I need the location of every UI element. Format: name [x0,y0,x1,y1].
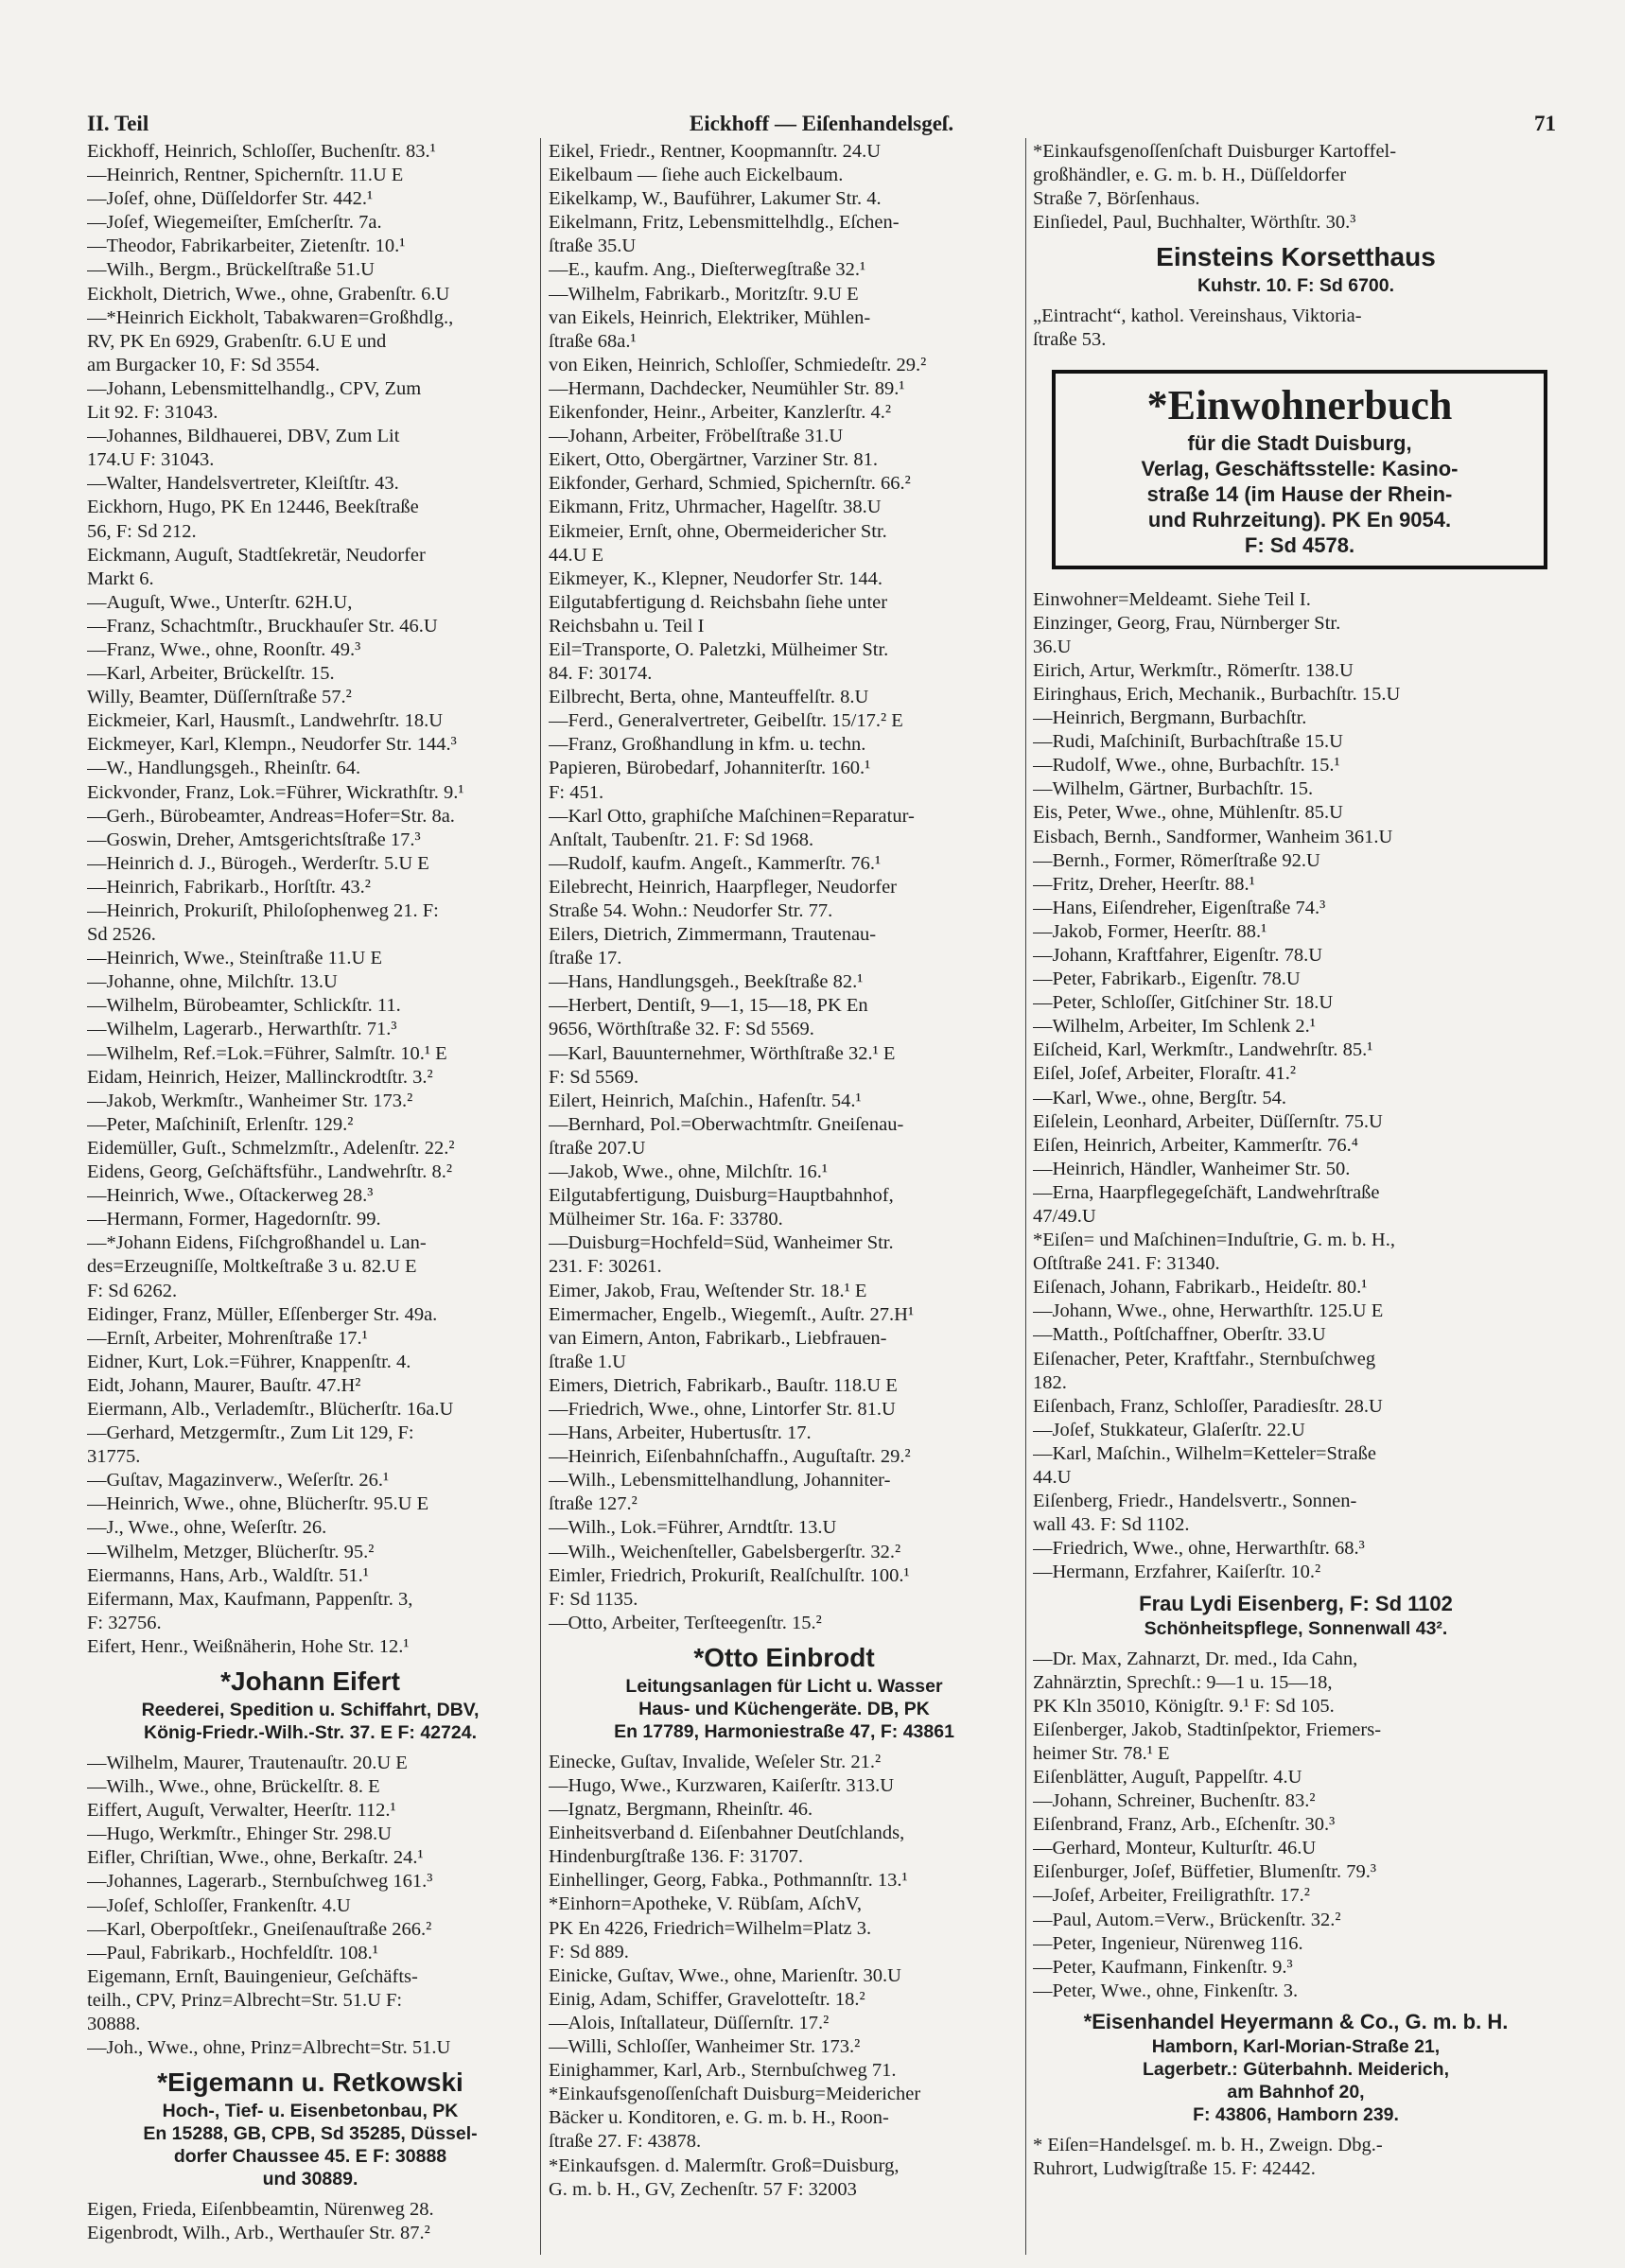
directory-entry-line: Hindenburgſtraße 136. F: 31707. [549,1846,803,1868]
part-label: II. Teil [87,112,149,135]
directory-entry-line: Eikenfonder, Heinr., Arbeiter, Kanzlerſtr. 4.² [549,402,891,424]
directory-entry-line: Eikmann, Fritz, Uhrmacher, Hagelſtr. 38.U [549,497,882,518]
directory-entry-line: —Rudolf, Wwe., ohne, Burbachſtr. 15.¹ [1033,755,1340,776]
directory-entry-line: Einhellinger, Georg, Fabka., Pothmannſtr. 13.¹ [549,1870,908,1892]
advertisement-title: *Einwohnerbuch [1146,381,1453,428]
directory-entry-line: ſtraße 35.U [549,236,637,257]
directory-entry-line: —Hugo, Wwe., Kurzwaren, Kaiſerſtr. 313.U [549,1775,895,1796]
directory-entry-line: Anſtalt, Taubenſtr. 21. F: Sd 1968. [549,829,814,850]
directory-entry-line: —W., Handlungsgeh., Rheinſtr. 64. [87,758,361,779]
directory-entry-line: Eiermanns, Hans, Arb., Waldſtr. 51.¹ [87,1564,369,1586]
directory-entry-line: Eikert, Otto, Obergärtner, Varziner Str. 81. [549,449,878,471]
directory-entry-line: Eilgutabfertigung, Duisburg=Hauptbahnhof, [549,1185,894,1207]
directory-entry-line: Einheitsverband d. Eiſenbahner Deutſchlands, [549,1823,905,1844]
directory-entry-line: Eilgutabfertigung d. Reichsbahn ſiehe unter [549,591,888,613]
advertisement [1052,370,1547,569]
directory-entry-line: 31775. [87,1446,141,1468]
column-divider [540,138,541,2255]
directory-entry-line: ſtraße 68a.¹ [549,330,637,352]
directory-entry-line: „Eintracht“, kathol. Vereinshaus, Viktoria- [1033,305,1362,327]
directory-entry-line: —Goswin, Dreher, Amtsgerichtsſtraße 17.³ [87,829,421,850]
advertisement-line: und Ruhrzeitung). PK En 9054. [1147,507,1452,532]
directory-entry-line: Eilers, Dietrich, Zimmermann, Trautenau- [549,924,877,946]
directory-entry-line: Eimler, Friedrich, Prokuriſt, Realſchulſtr. 100.¹ [549,1564,910,1586]
directory-entry-line: —Franz, Wwe., ohne, Roonſtr. 49.³ [87,638,361,660]
advertisement [87,1665,533,1744]
directory-entry-line: ſtraße 207.U [549,1137,646,1159]
directory-entry-line: —Wilh., Wwe., ohne, Brückelſtr. 8. E [87,1776,380,1798]
directory-entry-line: *Einkaufsgenoſſenſchaft Duisburger Kartoffel- [1033,141,1397,162]
directory-entry-line: —Joh., Wwe., ohne, Prinz=Albrecht=Str. 51.U [87,2037,451,2059]
directory-entry-line: —Friedrich, Wwe., ohne, Herwarthſtr. 68.³ [1033,1538,1365,1560]
directory-entry-line: —Wilh., Lok.=Führer, Arndtſtr. 13.U [549,1517,837,1539]
directory-entry-line: ſtraße 1.U [549,1351,626,1372]
directory-entry-line: —Johann, Wwe., ohne, Herwarthſtr. 125.U E [1033,1300,1384,1322]
directory-entry-line: —E., kaufm. Ang., Dieſterwegſtraße 32.¹ [549,259,866,281]
directory-entry-line: —Johann, Arbeiter, Fröbelſtraße 31.U [549,426,844,447]
directory-column-1 [87,140,533,2245]
directory-entry-line: Eimermacher, Engelb., Wiegemſt., Auſtr. 27.H¹ [549,1303,915,1325]
directory-entry-line: —Rudi, Maſchiniſt, Burbachſtraße 15.U [1033,731,1343,753]
directory-entry-line: —Wilhelm, Arbeiter, Im Schlenk 2.¹ [1033,1016,1316,1038]
directory-entry-line: Eikfonder, Gerhard, Schmied, Spichernſtr. 66.² [549,473,911,495]
directory-entry-line: Eiſelein, Leonhard, Arbeiter, Düſſernſtr. 75.U [1033,1110,1383,1132]
directory-entry-line: —Dr. Max, Zahnarzt, Dr. med., Ida Cahn, [1033,1648,1358,1669]
directory-entry-line: Eidt, Johann, Maurer, Bauſtr. 47.H² [87,1374,361,1396]
directory-entry-line: großhändler, e. G. m. b. H., Düſſeldorfer [1033,165,1347,186]
directory-entry-line: —Heinrich, Wwe., ohne, Blücherſtr. 95.U E [87,1493,429,1515]
directory-entry-line: Straße 54. Wohn.: Neudorfer Str. 77. [549,900,833,921]
directory-entry-line: Eiſenberg, Friedr., Handelsvertr., Sonnen- [1033,1491,1357,1512]
directory-entry-line: —Hans, Arbeiter, Hubertusſtr. 17. [549,1422,812,1444]
directory-entry-line: Zahnärztin, Sprechſt.: 9—1 u. 15—18, [1033,1671,1333,1693]
directory-entry-line: Oſtſtraße 241. F: 31340. [1033,1253,1220,1275]
directory-entry-line: Eisbach, Bernh., Sandformer, Wanheim 361.U [1033,826,1393,847]
directory-column-2 [549,140,1020,2202]
directory-entry-line: Eilebrecht, Heinrich, Haarpfleger, Neudorfer [549,876,897,898]
directory-entry-line: Eikmeier, Ernſt, ohne, Obermeidericher Str. [549,520,887,542]
directory-entry-line: —Joſef, ohne, Düſſeldorfer Str. 442.¹ [87,188,374,210]
directory-entry-line: —Karl, Wwe., ohne, Bergſtr. 54. [1033,1087,1286,1108]
directory-entry-line: 47/49.U [1033,1206,1096,1227]
directory-entry-line: 36.U [1033,636,1072,657]
directory-entry-line: Eifler, Chriſtian, Wwe., ohne, Berkaſtr. 24.¹ [87,1847,424,1869]
directory-entry-line: —Johannes, Lagerarb., Sternbuſchweg 161.³ [87,1871,433,1893]
directory-entry-line: Eigemann, Ernſt, Bauingenieur, Geſchäfts- [87,1965,418,1987]
directory-entry-line: —Hans, Eiſendreher, Eigenſtraße 74.³ [1033,897,1326,918]
advertisement-line: König-Friedr.-Wilh.-Str. 37. E F: 42724. [144,1722,477,1743]
directory-entry-line: Eiſenbach, Franz, Schloſſer, Paradiesſtr. 28.U [1033,1395,1383,1417]
directory-entry-line: —Otto, Arbeiter, Terſteegenſtr. 15.² [549,1612,822,1633]
directory-entry-line: Eidinger, Franz, Müller, Eſſenberger Str. 49a. [87,1303,438,1325]
directory-entry-line: Einig, Adam, Schiffer, Gravelotteſtr. 18.² [549,1988,865,2010]
advertisement-line: Hoch-, Tief- u. Eisenbetonbau, PK [162,2101,459,2122]
directory-entry-line: Eilert, Heinrich, Maſchin., Hafenſtr. 54.¹ [549,1090,862,1111]
directory-entry-line: —Hans, Handlungsgeh., Beekſtraße 82.¹ [549,971,864,993]
directory-entry-line: Eikelmann, Fritz, Lebensmittelhdlg., Eſchen- [549,212,900,234]
advertisement-line: Reederei, Spedition u. Schiffahrt, DBV, [141,1700,480,1720]
directory-entry-line: Eickmeier, Karl, Hausmſt., Landwehrſtr. 18.U [87,710,444,732]
directory-entry-line: ſtraße 27. F: 43878. [549,2131,702,2153]
directory-entry-line: —Willi, Schloſſer, Wanheimer Str. 173.² [549,2036,861,2058]
directory-entry-line: —Theodor, Fabrikarbeiter, Zietenſtr. 10.¹ [87,236,406,257]
running-title: Eickhoff — Eiſenhandelsgeſ. [689,112,954,135]
advertisement-line: dorfer Chaussee 45. E F: 30888 [173,2146,447,2168]
directory-entry-line: Markt 6. [87,567,154,589]
directory-entry-line: Eirich, Artur, Werkmſtr., Römerſtr. 138.U [1033,659,1354,681]
directory-entry-line: 84. F: 30174. [549,663,653,685]
directory-entry-line: —Jakob, Former, Heerſtr. 88.¹ [1033,920,1267,942]
directory-entry-line: —Hermann, Dachdecker, Neumühler Str. 89.¹ [549,377,905,399]
directory-entry-line: —Karl, Oberpoſtſekr., Gneiſenauſtraße 266.² [87,1918,432,1940]
directory-entry-line: am Burgacker 10, F: Sd 3554. [87,354,321,375]
directory-entry-line: Eiffert, Auguſt, Verwalter, Heerſtr. 112.¹ [87,1800,396,1822]
directory-entry-line: 30888. [87,2014,141,2035]
directory-entry-line: —Johann, Kraftfahrer, Eigenſtr. 78.U [1033,944,1323,966]
directory-entry-line: —Jakob, Werkmſtr., Wanheimer Str. 173.² [87,1090,413,1111]
directory-entry-line: —Ernſt, Arbeiter, Mohrenſtraße 17.¹ [87,1327,368,1349]
directory-entry-line: —Karl, Bauunternehmer, Wörthſtraße 32.¹ E [549,1042,896,1064]
directory-entry-line: Eidner, Kurt, Lok.=Führer, Knappenſtr. 4. [87,1351,411,1372]
directory-entry-line: —Ferd., Generalvertreter, Geibelſtr. 15/17.² E [549,710,903,732]
directory-entry-line: —Heinrich, Prokuriſt, Philoſophenweg 21. F: [87,900,439,921]
directory-entry-line: Eifermann, Max, Kaufmann, Pappenſtr. 3, [87,1588,413,1610]
directory-entry-line: van Eikels, Heinrich, Elektriker, Mühlen- [549,306,871,328]
directory-entry-line: —Joſef, Arbeiter, Freiligrathſtr. 17.² [1033,1885,1310,1907]
directory-entry-line: Einzinger, Georg, Frau, Nürnberger Str. [1033,612,1341,634]
directory-entry-line: —Peter, Ingenieur, Nürenweg 116. [1033,1932,1303,1954]
directory-entry-line: —Karl, Maſchin., Wilhelm=Ketteler=Straße [1033,1442,1376,1464]
directory-entry-line: —Johannes, Bildhauerei, DBV, Zum Lit [87,426,400,447]
directory-entry-line: 44.U [1033,1467,1072,1489]
directory-entry-line: Einwohner=Meldeamt. Siehe Teil I. [1033,588,1311,610]
directory-entry-line: ſtraße 127.² [549,1493,638,1515]
directory-entry-line: —Wilhelm, Metzger, Blücherſtr. 95.² [87,1541,375,1562]
directory-entry-line: Straße 7, Börſenhaus. [1033,188,1200,210]
directory-entry-line: —Jakob, Wwe., ohne, Milchſtr. 16.¹ [549,1161,829,1183]
directory-entry-line: 174.U F: 31043. [87,449,215,471]
directory-entry-line: Eiringhaus, Erich, Mechanik., Burbachſtr. 15.U [1033,683,1401,705]
directory-entry-line: Eickhoff, Heinrich, Schloſſer, Buchenſtr. 83.¹ [87,141,436,162]
advertisement-line: F: Sd 4578. [1244,532,1355,557]
directory-entry-line: Einicke, Guſtav, Wwe., ohne, Marienſtr. 30.U [549,1964,901,1986]
directory-entry-line: PK En 4226, Friedrich=Wilhelm=Platz 3. [549,1917,872,1939]
advertisement [1033,2009,1559,2126]
directory-entry-line: *Einhorn=Apotheke, V. Rübſam, AſchV, [549,1893,863,1915]
column-divider [1025,138,1026,2255]
directory-entry-line: —Wilhelm, Ref.=Lok.=Führer, Salmſtr. 10.¹ E [87,1042,447,1064]
advertisement [1033,1591,1559,1640]
directory-entry-line: Ruhrort, Ludwigſtraße 15. F: 42442. [1033,2158,1316,2179]
directory-entry-line: —Peter, Kaufmann, Finkenſtr. 9.³ [1033,1956,1293,1978]
directory-entry-line: —Hugo, Werkmſtr., Ehinger Str. 298.U [87,1823,392,1845]
advertisement-line: En 15288, GB, CPB, Sd 35285, Düssel- [143,2123,478,2145]
directory-entry-line: Eiſenacher, Peter, Kraftfahr., Sternbuſchweg [1033,1348,1376,1370]
directory-entry-line: Bäcker u. Konditoren, e. G. m. b. H., Roon- [549,2107,889,2129]
directory-entry-line: Eickvonder, Franz, Lok.=Führer, Wickrathſtr. 9.¹ [87,781,464,803]
directory-entry-line: Eiſenberger, Jakob, Stadtinſpektor, Friemers- [1033,1718,1382,1740]
advertisement-line: Haus- und Küchengeräte. DB, PK [638,1698,930,1719]
directory-entry-line: Eimer, Jakob, Frau, Weſtender Str. 18.¹ E [549,1280,867,1301]
advertisement-title: *Eisenhandel Heyermann & Co., G. m. b. H. [1083,2009,1509,2033]
directory-entry-line: —Herbert, Dentiſt, 9—1, 15—18, PK En [549,995,868,1017]
directory-entry-line: Sd 2526. [87,924,156,946]
directory-entry-line: PK Kln 35010, Königſtr. 9.¹ F: Sd 105. [1033,1695,1335,1717]
directory-entry-line: 182. [1033,1371,1067,1393]
directory-entry-line: —Wilh., Weichenſteller, Gabelsbergerſtr. 32.² [549,1541,901,1562]
directory-entry-line: —Heinrich, Eiſenbahnſchaffn., Auguſtaſtr. 29.² [549,1446,911,1468]
directory-entry-line: —Hermann, Former, Hagedornſtr. 99. [87,1209,381,1230]
directory-entry-line: —Franz, Großhandlung in kfm. u. techn. [549,734,866,756]
advertisement-line: Leitungsanlagen für Licht u. Wasser [625,1675,943,1697]
directory-entry-line: —Johann, Lebensmittelhandlg., CPV, Zum [87,377,422,399]
directory-entry-line: F: 451. [549,781,604,803]
directory-entry-line: —Ignatz, Bergmann, Rheinſtr. 46. [549,1799,813,1821]
directory-entry-line: ſtraße 53. [1033,329,1107,351]
directory-entry-line: —Wilhelm, Fabrikarb., Moritzſtr. 9.U E [549,283,859,305]
directory-entry-line: —Wilh., Lebensmittelhandlung, Johanniter- [549,1470,891,1492]
directory-entry-line: van Eimern, Anton, Fabrikarb., Liebfrauen- [549,1327,887,1349]
directory-entry-line: Lit 92. F: 31043. [87,402,218,424]
directory-entry-line: 9656, Wörthſtraße 32. F: Sd 5569. [549,1019,814,1040]
advertisement-line: Lagerbetr.: Güterbahnh. Meiderich, [1143,2058,1449,2080]
directory-entry-line: Eiſel, Joſef, Arbeiter, Floraſtr. 41.² [1033,1063,1297,1085]
directory-entry-line: —Matth., Poſtſchaffner, Oberſtr. 33.U [1033,1324,1326,1346]
directory-entry-line: Eiſenburger, Joſef, Büffetier, Blumenſtr. 79.³ [1033,1861,1376,1883]
directory-entry-line: Eiſenach, Johann, Fabrikarb., Heideſtr. 80.¹ [1033,1277,1368,1299]
directory-entry-line: —Fritz, Dreher, Heerſtr. 88.¹ [1033,873,1255,895]
directory-entry-line: —Peter, Maſchiniſt, Erlenſtr. 129.² [87,1113,354,1135]
directory-entry-line: Eidens, Georg, Geſchäftsführ., Landwehrſtr. 8.² [87,1161,453,1183]
directory-entry-line: 56, F: Sd 212. [87,520,197,542]
directory-entry-line: —Gerhard, Monteur, Kulturſtr. 46.U [1033,1838,1317,1859]
directory-entry-line: —Peter, Schloſſer, Gitſchiner Str. 18.U [1033,992,1334,1014]
directory-entry-line: Eiſenblätter, Auguſt, Pappelſtr. 4.U [1033,1766,1302,1788]
directory-entry-line: Eikelkamp, W., Bauführer, Lakumer Str. 4. [549,188,882,210]
directory-entry-line: Eiermann, Alb., Verlademſtr., Blücherſtr. 16a.U [87,1398,454,1420]
advertisement-title: *Eigemann u. Retkowski [157,2067,463,2098]
directory-entry-line: von Eiken, Heinrich, Schloſſer, Schmiedeſtr. 29.² [549,354,927,375]
directory-entry-line: Willy, Beamter, Düſſernſtraße 57.² [87,687,352,708]
directory-entry-line: —Wilhelm, Maurer, Trautenauſtr. 20.U E [87,1753,408,1773]
directory-entry-line: * Eiſen=Handelsgeſ. m. b. H., Zweign. Dbg.- [1033,2134,1383,2155]
directory-entry-line: —Walter, Handelsvertreter, Kleiſtſtr. 43. [87,473,399,495]
advertisement-line: für die Stadt Duisburg, [1187,430,1412,455]
advertisement-line: F: 43806, Hamborn 239. [1193,2103,1399,2125]
directory-entry-line: —Heinrich, Fabrikarb., Horſtſtr. 43.² [87,876,371,898]
directory-entry-line: —Peter, Fabrikarb., Eigenſtr. 78.U [1033,968,1301,990]
directory-entry-line: F: Sd 1135. [549,1588,638,1610]
advertisement-line: Schönheitspflege, Sonnenwall 43². [1144,1617,1448,1639]
directory-entry-line: —Franz, Schachtmſtr., Bruckhauſer Str. 46.U [87,615,438,637]
advertisement [87,2066,533,2190]
directory-entry-line: —Paul, Fabrikarb., Hochfeldſtr. 108.¹ [87,1942,378,1963]
directory-entry-line: F: Sd 889. [549,1941,629,1963]
directory-entry-line: Eigen, Frieda, Eiſenbbeamtin, Nürenweg 28. [87,2199,434,2221]
directory-entry-line: Eifert, Henr., Weißnäherin, Hohe Str. 12.¹ [87,1635,410,1657]
directory-entry-line: Eis, Peter, Wwe., ohne, Mühlenſtr. 85.U [1033,802,1343,824]
directory-entry-line: F: Sd 5569. [549,1066,639,1088]
directory-entry-line: *Eiſen= und Maſchinen=Induſtrie, G. m. b. H., [1033,1230,1395,1251]
directory-entry-line: —Gerhard, Metzgermſtr., Zum Lit 129, F: [87,1422,414,1444]
directory-entry-line: —*Johann Eidens, Fiſchgroßhandel u. Lan- [87,1232,427,1254]
directory-entry-line: Eiſcheid, Karl, Werkmſtr., Landwehrſtr. 85.¹ [1033,1039,1373,1061]
directory-entry-line: 44.U E [549,544,604,566]
directory-entry-line: —Heinrich, Rentner, Spichernſtr. 11.U E [87,165,404,186]
directory-entry-line: F: 32756. [87,1612,162,1633]
directory-entry-line: —Heinrich, Händler, Wanheimer Str. 50. [1033,1158,1351,1179]
directory-entry-line: —Joſef, Stukkateur, Glaſerſtr. 22.U [1033,1419,1305,1440]
directory-entry-line: Eiſenbrand, Franz, Arb., Eſchenſtr. 30.³ [1033,1814,1336,1836]
directory-entry-line: Eikelbaum — ſiehe auch Eickelbaum. [549,165,844,186]
directory-entry-line: Eickmeyer, Karl, Klempn., Neudorfer Str. 144.³ [87,734,457,756]
directory-entry-line: —Heinrich d. J., Bürogeh., Werderſtr. 5.U E [87,852,429,874]
directory-entry-line: —Wilhelm, Bürobeamter, Schlickſtr. 11. [87,995,401,1017]
advertisement [549,1641,1020,1743]
directory-entry-line: —Joſef, Schloſſer, Frankenſtr. 4.U [87,1894,351,1916]
directory-entry-line: wall 43. F: Sd 1102. [1033,1514,1190,1536]
advertisement-line: am Bahnhof 20, [1227,2081,1365,2102]
directory-entry-line: ſtraße 17. [549,948,622,969]
directory-entry-line: Eikel, Friedr., Rentner, Koopmannſtr. 24.U [549,141,882,162]
advertisement-title: Frau Lydi Eisenberg, F: Sd 1102 [1139,1591,1453,1615]
directory-entry-line: —Johann, Schreiner, Buchenſtr. 83.² [1033,1790,1316,1812]
directory-entry-line: 231. F: 30261. [549,1256,662,1278]
directory-entry-line: Eidemüller, Guſt., Schmelzmſtr., Adelenſtr. 22.² [87,1137,455,1159]
directory-entry-line: Einighammer, Karl, Arb., Sternbuſchweg 71. [549,2060,897,2082]
advertisement-line: Hamborn, Karl-Morian-Straße 21, [1151,2035,1441,2057]
directory-entry-line: Eigenbrodt, Wilh., Arb., Werthauſer Str. 87.² [87,2223,430,2244]
directory-entry-line: —Hermann, Erzfahrer, Kaiſerſtr. 10.² [1033,1561,1321,1583]
directory-entry-line: —Wilh., Bergm., Brückelſtraße 51.U [87,259,375,281]
directory-entry-line: —Wilhelm, Lagerarb., Herwarthſtr. 71.³ [87,1019,397,1040]
directory-entry-line: —Bernh., Former, Römerſtraße 92.U [1033,849,1320,871]
directory-entry-line: Eidam, Heinrich, Heizer, Mallinckrodtſtr. 3.² [87,1066,433,1088]
advertisement-title: Einsteins Korsetthaus [1156,242,1436,272]
advertisement-line: En 17789, Harmoniestraße 47, F: 43861 [614,1720,954,1742]
directory-entry-line: —Joſef, Wiegemeiſter, Emſcherſtr. 7a. [87,212,382,234]
directory-entry-line: —Karl, Arbeiter, Brückelſtr. 15. [87,663,335,685]
advertisement-line: und 30889. [262,2169,358,2190]
advertisement-title: *Johann Eifert [220,1666,400,1696]
directory-entry-line: —Friedrich, Wwe., ohne, Lintorfer Str. 81.U [549,1398,896,1420]
directory-entry-line: heimer Str. 78.¹ E [1033,1742,1170,1764]
directory-entry-line: Eickmann, Auguſt, Stadtſekretär, Neudorfer [87,544,426,566]
directory-entry-line: Eil=Transporte, O. Paletzki, Mülheimer Str. [549,638,889,660]
directory-entry-line: Eickhorn, Hugo, PK En 12446, Beekſtraße [87,497,419,518]
directory-entry-line: —Guſtav, Magazinverw., Weſerſtr. 26.¹ [87,1470,390,1492]
directory-entry-line: —J., Wwe., ohne, Weſerſtr. 26. [87,1517,327,1539]
directory-entry-line: Mülheimer Str. 16a. F: 33780. [549,1209,783,1230]
page-number: 71 [1534,112,1556,135]
directory-entry-line: —*Heinrich Eickholt, Tabakwaren=Großhdlg., [87,306,454,328]
directory-entry-line: Eickholt, Dietrich, Wwe., ohne, Grabenſtr. 6.U [87,283,450,305]
directory-entry-line: RV, PK En 6929, Grabenſtr. 6.U E und [87,330,387,352]
directory-entry-line: —Wilhelm, Gärtner, Burbachſtr. 15. [1033,778,1314,800]
directory-entry-line: —Auguſt, Wwe., Unterſtr. 62H.U, [87,591,353,613]
advertisement [1033,240,1559,297]
directory-entry-line: —Karl Otto, graphiſche Maſchinen=Reparatur- [549,805,915,827]
directory-entry-line: —Johanne, ohne, Milchſtr. 13.U [87,971,338,993]
directory-entry-line: —Bernhard, Pol.=Oberwachtmſtr. Gneiſenau- [549,1113,904,1135]
directory-entry-line: —Alois, Inſtallateur, Düſſernſtr. 17.² [549,2012,830,2033]
directory-entry-line: —Gerh., Bürobeamter, Andreas=Hofer=Str. 8a. [87,805,455,827]
directory-entry-line: Eilbrecht, Berta, ohne, Manteuffelſtr. 8.U [549,687,869,708]
directory-entry-line: Eimers, Dietrich, Fabrikarb., Bauſtr. 118.U E [549,1374,898,1396]
directory-entry-line: G. m. b. H., GV, Zechenſtr. 57 F: 32003 [549,2178,857,2200]
directory-entry-line: —Rudolf, kaufm. Angeſt., Kammerſtr. 76.¹ [549,852,882,874]
directory-entry-line: Einſiedel, Paul, Buchhalter, Wörthſtr. 30.³ [1033,212,1356,234]
directory-entry-line: Einecke, Guſtav, Invalide, Weſeler Str. 21.² [549,1751,882,1772]
directory-entry-line: teilh., CPV, Prinz=Albrecht=Str. 51.U F: [87,1989,403,2011]
directory-entry-line: *Einkaufsgenoſſenſchaft Duisburg=Meidericher [549,2084,921,2105]
directory-entry-line: —Heinrich, Bergmann, Burbachſtr. [1033,707,1307,729]
advertisement-line: Verlag, Geschäftsstelle: Kasino- [1141,456,1459,480]
directory-entry-line: —Duisburg=Hochfeld=Süd, Wanheimer Str. [549,1232,894,1254]
directory-entry-line: F: Sd 6262. [87,1280,178,1301]
directory-column-3 [1033,140,1559,2181]
directory-entry-line: —Heinrich, Wwe., Steinſtraße 11.U E [87,948,382,969]
directory-entry-line: des=Erzeugniſſe, Moltkeſtraße 3 u. 82.U E [87,1256,417,1278]
advertisement-title: *Otto Einbrodt [693,1642,875,1672]
directory-entry-line: Papieren, Bürobedarf, Johanniterſtr. 160.¹ [549,758,871,779]
directory-entry-line: *Einkaufsgen. d. Malermſtr. Groß=Duisburg, [549,2155,900,2176]
directory-entry-line: Reichsbahn u. Teil I [549,615,705,637]
advertisement-line: straße 14 (im Hause der Rhein- [1146,481,1453,506]
directory-entry-line: —Peter, Wwe., ohne, Finkenſtr. 3. [1033,1980,1299,2001]
directory-entry-line: Eikmeyer, K., Klepner, Neudorfer Str. 144. [549,567,883,589]
advertisement-line: Kuhstr. 10. F: Sd 6700. [1197,275,1395,297]
directory-entry-line: —Heinrich, Wwe., Oſtackerweg 28.³ [87,1185,374,1207]
directory-entry-line: —Erna, Haarpflegegeſchäft, Landwehrſtraße [1033,1181,1380,1203]
directory-entry-line: —Paul, Autom.=Verw., Brückenſtr. 32.² [1033,1909,1341,1930]
page-header [87,112,1556,144]
directory-entry-line: Eiſen, Heinrich, Arbeiter, Kammerſtr. 76.⁴ [1033,1134,1358,1156]
